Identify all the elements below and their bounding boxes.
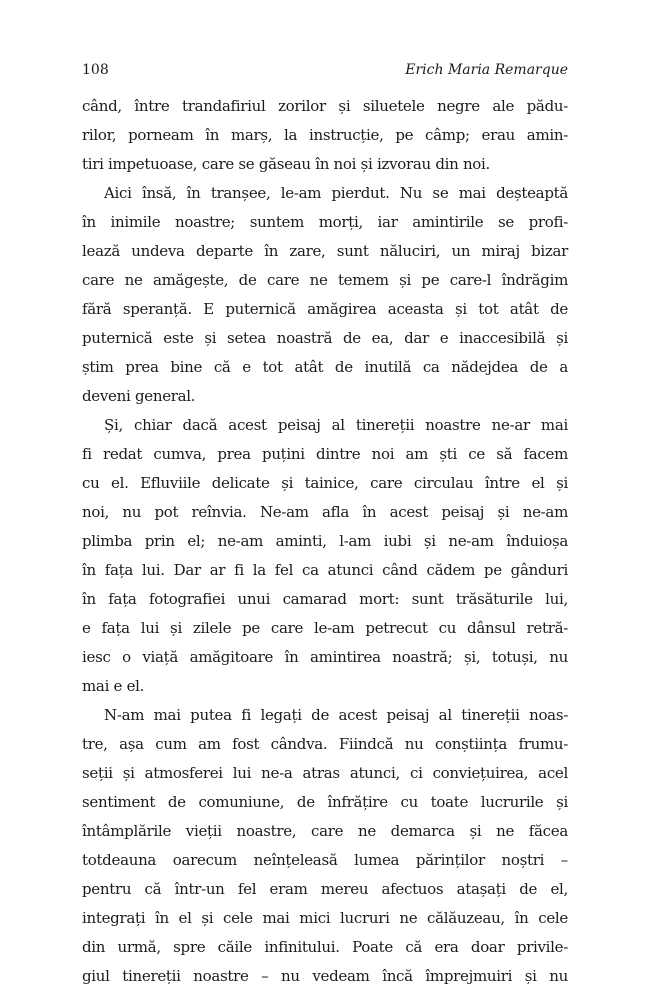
text-line: totdeauna oarecum neînțeleasă lumea părinților noștri – <box>82 851 568 869</box>
text-line: integrați în el și cele mai mici lucruri ne călăuzeau, în cele <box>82 909 568 927</box>
paragraph <box>82 179 568 411</box>
text-line: în fața lui. Dar ar fi la fel ca atunci când cădem pe gânduri <box>82 561 568 579</box>
text-line: lează undeva departe în zare, sunt năluciri, un miraj bizar <box>82 242 568 260</box>
text-line: știm prea bine că e tot atât de inutilă ca nădejdea de a <box>82 358 568 376</box>
text-line: în fața fotografiei unui camarad mort: sunt trăsăturile lui, <box>82 590 568 608</box>
text-line: tre, așa cum am fost cândva. Fiindcă nu conștiința frumu- <box>82 735 568 753</box>
text-line: N-am mai putea fi legați de acest peisaj al tinereții noas- <box>104 706 568 724</box>
text-line: giul tinereții noastre – nu vedeam încă împrejmuiri și nu <box>82 967 568 985</box>
paragraph <box>82 92 568 179</box>
text-line: mai e el. <box>82 677 145 695</box>
text-line: seții și atmosferei lui ne-a atras atunci, ci conviețuirea, acel <box>82 764 568 782</box>
page-header <box>82 62 568 84</box>
paragraph <box>82 701 568 991</box>
running-title: Erich Maria Remarque <box>405 62 568 78</box>
text-line: plimba prin el; ne-am aminti, l-am iubi și ne-am înduioșa <box>82 532 568 550</box>
text-line: puternică este și setea noastră de ea, dar e inaccesibilă și <box>82 329 568 347</box>
text-line: e fața lui și zilele pe care le-am petrecut cu dânsul retră- <box>82 619 568 637</box>
text-line: fără speranță. E puternică amăgirea aceasta și tot atât de <box>82 300 568 318</box>
paragraph <box>82 411 568 701</box>
text-line: noi, nu pot reînvia. Ne-am afla în acest peisaj și ne-am <box>82 503 568 521</box>
text-line: sentiment de comuniune, de înfrățire cu toate lucrurile și <box>82 793 568 811</box>
text-line: deveni general. <box>82 387 196 405</box>
text-line: din urmă, spre căile infinitului. Poate că era doar privile- <box>82 938 568 956</box>
text-line: care ne amăgește, de care ne temem și pe care-l îndrăgim <box>82 271 568 289</box>
text-line: cu el. Efluviile delicate și tainice, care circulau între el și <box>82 474 568 492</box>
text-line: când, între trandafiriul zorilor și siluetele negre ale pădu- <box>82 97 568 115</box>
text-line: tiri impetuoase, care se găseau în noi și izvorau din noi. <box>82 155 491 173</box>
text-line: rilor, porneam în marș, la instrucție, pe câmp; erau amin- <box>82 126 568 144</box>
text-line: pentru că într-un fel eram mereu afectuos atașați de el, <box>82 880 568 898</box>
text-line: iesc o viață amăgitoare în amintirea noastră; și, totuși, nu <box>82 648 568 666</box>
page-number: 108 <box>82 62 109 78</box>
body-text <box>82 92 568 991</box>
text-line: Aici însă, în tranșee, le-am pierdut. Nu se mai deșteaptă <box>104 184 568 202</box>
text-line: Și, chiar dacă acest peisaj al tinereții noastre ne-ar mai <box>104 416 568 434</box>
text-line: fi redat cumva, prea puțini dintre noi am ști ce să facem <box>82 445 568 463</box>
text-line: întâmplările vieții noastre, care ne demarca și ne făcea <box>82 822 568 840</box>
text-line: în inimile noastre; suntem morți, iar amintirile se profi- <box>82 213 568 231</box>
